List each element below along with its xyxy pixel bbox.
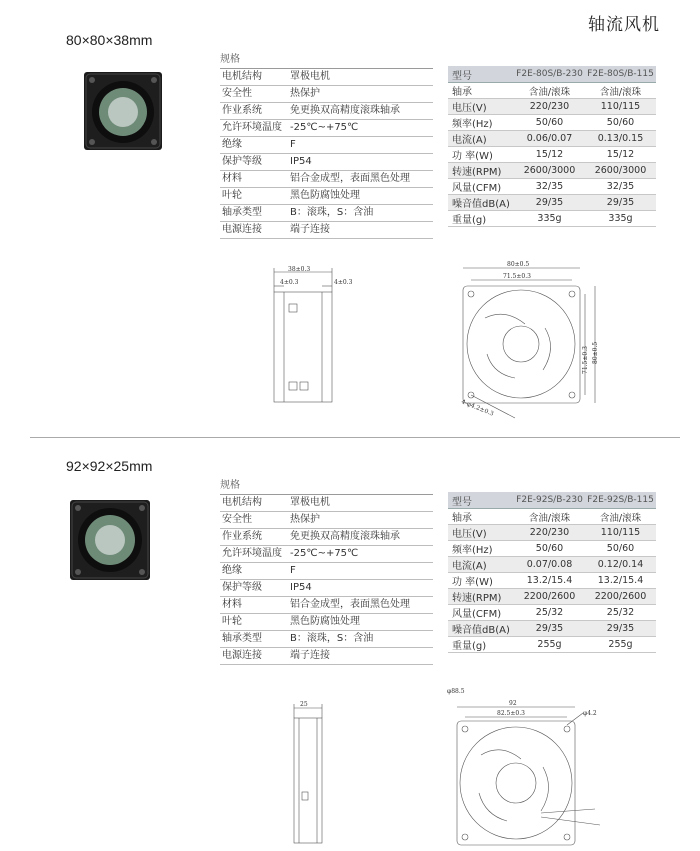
spec-key: 允许环境温度 (222, 122, 282, 133)
table-cell: 含油/滚珠 (585, 83, 656, 99)
spec-value: 罩极电机 (290, 71, 330, 82)
spec-value: 罩极电机 (290, 497, 330, 508)
spec-row (220, 512, 433, 529)
spec-row (220, 614, 433, 631)
spec-value: 铝合金成型，表面黑色处理 (290, 599, 410, 610)
table-cell: 轴承 (448, 509, 514, 525)
spec-value: F (290, 139, 296, 150)
spec-header: 规格 (220, 478, 433, 495)
spec-value: 免更换双高精度滚珠轴承 (290, 531, 400, 542)
side-view-drawing-80 (262, 262, 362, 412)
spec-row (220, 103, 433, 120)
spec-row (220, 120, 433, 137)
table-row (448, 541, 656, 557)
spec-value: 端子连接 (290, 224, 330, 235)
spec-row (220, 631, 433, 648)
spec-key: 轴承类型 (222, 207, 262, 218)
table-cell: 29/35 (585, 195, 656, 211)
table-cell: 0.07/0.08 (514, 557, 585, 573)
spec-value: F (290, 565, 296, 576)
front-view-drawing-80 (445, 258, 605, 428)
table-cell: 0.06/0.07 (514, 131, 585, 147)
table-cell: 220/230 (514, 525, 585, 541)
model-title-80: 80×80×38mm (66, 32, 153, 48)
spec-key: 作业系统 (222, 531, 262, 542)
spec-row (220, 171, 433, 188)
dim-side-right: 4±0.3 (334, 279, 353, 286)
page-title: 轴流风机 (588, 15, 660, 35)
spec-value: 黑色防腐蚀处理 (290, 616, 360, 627)
spec-row (220, 205, 433, 222)
spec-value: 黑色防腐蚀处理 (290, 190, 360, 201)
table-cell: 转速(RPM) (448, 589, 514, 605)
dim-front-v-total: 80±0.5 (592, 341, 599, 364)
table-header-row (448, 492, 656, 509)
spec-row (220, 563, 433, 580)
table-cell: 13.2/15.4 (514, 573, 585, 589)
table-cell: 255g (514, 637, 585, 653)
table-cell: 含油/滚珠 (514, 509, 585, 525)
spec-value: B：滚珠，S：含油 (290, 207, 374, 218)
dim-front-v-hole: 71.5±0.3 (582, 346, 589, 374)
spec-value: IP54 (290, 582, 312, 593)
spec-row (220, 546, 433, 563)
table-cell: 频率(Hz) (448, 115, 514, 131)
spec-value: 免更换双高精度滚珠轴承 (290, 105, 400, 116)
header-cell: F2E-80S/B-115 (585, 66, 656, 83)
spec-key: 允许环境温度 (222, 548, 282, 559)
spec-key: 电机结构 (222, 71, 262, 82)
table-cell: 2200/2600 (585, 589, 656, 605)
header-cell: F2E-92S/B-230 (514, 492, 585, 509)
dim-front-total: 80±0.5 (507, 261, 530, 268)
fan-photo-80 (84, 72, 162, 150)
spec-row (220, 648, 433, 665)
table-cell: 含油/滚珠 (585, 509, 656, 525)
spec-value: B：滚珠，S：含油 (290, 633, 374, 644)
table-cell: 功 率(W) (448, 147, 514, 163)
table-cell: 风量(CFM) (448, 179, 514, 195)
dim-side-left: 4±0.3 (280, 279, 299, 286)
dim-front-hole-dia: 4-φ4.2±0.3 (460, 398, 495, 418)
table-row (448, 589, 656, 605)
spec-value: 铝合金成型，表面黑色处理 (290, 173, 410, 184)
table-row (448, 195, 656, 211)
spec-key: 保护等级 (222, 582, 262, 593)
table-cell: 转速(RPM) (448, 163, 514, 179)
spec-key: 轴承类型 (222, 633, 262, 644)
table-row (448, 621, 656, 637)
spec-value: IP54 (290, 156, 312, 167)
table-cell: 50/60 (585, 115, 656, 131)
table-cell: 重量(g) (448, 211, 514, 227)
table-cell: 2600/3000 (585, 163, 656, 179)
table-cell: 335g (514, 211, 585, 227)
spec-value: 端子连接 (290, 650, 330, 661)
table-cell: 50/60 (514, 541, 585, 557)
spec-value: -25℃~+75℃ (290, 548, 359, 559)
table-cell: 2600/3000 (514, 163, 585, 179)
spec-row (220, 137, 433, 154)
spec-row (220, 529, 433, 546)
performance-table-92 (448, 492, 656, 653)
spec-table-92 (220, 478, 433, 665)
performance-table-80 (448, 66, 656, 227)
dim-side-total: 25 (300, 701, 308, 708)
table-cell: 功 率(W) (448, 573, 514, 589)
table-cell: 电流(A) (448, 131, 514, 147)
table-cell: 电压(V) (448, 99, 514, 115)
header-cell: 型号 (448, 492, 514, 509)
table-row (448, 605, 656, 621)
spec-row (220, 597, 433, 614)
table-row (448, 525, 656, 541)
spec-key: 电源连接 (222, 224, 262, 235)
table-cell: 轴承 (448, 83, 514, 99)
spec-value: -25℃~+75℃ (290, 122, 359, 133)
table-row (448, 99, 656, 115)
table-row (448, 115, 656, 131)
spec-key: 叶轮 (222, 190, 242, 201)
spec-table-80 (220, 52, 433, 239)
table-cell: 噪音值dB(A) (448, 195, 514, 211)
dim-front-hole: 82.5±0.3 (497, 710, 525, 717)
spec-row (220, 495, 433, 512)
model-title-92: 92×92×25mm (66, 458, 153, 474)
table-header-row (448, 66, 656, 83)
table-cell: 频率(Hz) (448, 541, 514, 557)
spec-row (220, 69, 433, 86)
table-cell: 32/35 (585, 179, 656, 195)
table-row (448, 83, 656, 99)
table-cell: 29/35 (585, 621, 656, 637)
spec-key: 材料 (222, 599, 242, 610)
table-cell: 2200/2600 (514, 589, 585, 605)
table-cell: 32/35 (514, 179, 585, 195)
table-cell: 风量(CFM) (448, 605, 514, 621)
section-divider (30, 437, 680, 438)
header-cell: F2E-80S/B-230 (514, 66, 585, 83)
table-cell: 噪音值dB(A) (448, 621, 514, 637)
table-cell: 重量(g) (448, 637, 514, 653)
spec-key: 安全性 (222, 88, 252, 99)
spec-row (220, 86, 433, 103)
table-cell: 0.12/0.14 (585, 557, 656, 573)
table-cell: 15/12 (585, 147, 656, 163)
dim-front-dia: φ88.5 (447, 688, 465, 695)
spec-key: 材料 (222, 173, 242, 184)
table-row (448, 637, 656, 653)
dim-front-hole: 71.5±0.3 (503, 273, 531, 280)
spec-key: 绝缘 (222, 139, 242, 150)
table-row (448, 211, 656, 227)
table-cell: 电流(A) (448, 557, 514, 573)
table-row (448, 557, 656, 573)
spec-row (220, 154, 433, 171)
spec-key: 电机结构 (222, 497, 262, 508)
table-cell: 110/115 (585, 525, 656, 541)
spec-key: 安全性 (222, 514, 252, 525)
table-cell: 110/115 (585, 99, 656, 115)
table-cell: 13.2/15.4 (585, 573, 656, 589)
dim-front-hole-dia: φ4.2 (583, 710, 597, 717)
dim-front-total: 92 (509, 700, 517, 707)
table-cell: 0.13/0.15 (585, 131, 656, 147)
spec-key: 叶轮 (222, 616, 242, 627)
table-cell: 电压(V) (448, 525, 514, 541)
table-row (448, 131, 656, 147)
spec-value: 热保护 (290, 514, 320, 525)
spec-row (220, 222, 433, 239)
table-cell: 25/32 (514, 605, 585, 621)
spec-key: 绝缘 (222, 565, 242, 576)
table-cell: 50/60 (585, 541, 656, 557)
table-row (448, 163, 656, 179)
dim-side-total: 38±0.3 (288, 266, 311, 273)
header-cell: 型号 (448, 66, 514, 83)
fan-photo-92 (70, 500, 150, 580)
table-cell: 29/35 (514, 195, 585, 211)
table-cell: 255g (585, 637, 656, 653)
spec-key: 保护等级 (222, 156, 262, 167)
table-cell: 220/230 (514, 99, 585, 115)
table-cell: 含油/滚珠 (514, 83, 585, 99)
table-cell: 50/60 (514, 115, 585, 131)
side-view-drawing-92 (286, 700, 336, 845)
spec-row (220, 188, 433, 205)
spec-key: 电源连接 (222, 650, 262, 661)
table-row (448, 573, 656, 589)
front-view-drawing-92 (445, 685, 615, 847)
table-cell: 25/32 (585, 605, 656, 621)
table-cell: 15/12 (514, 147, 585, 163)
table-cell: 335g (585, 211, 656, 227)
spec-value: 热保护 (290, 88, 320, 99)
table-row (448, 509, 656, 525)
table-row (448, 147, 656, 163)
spec-header: 规格 (220, 52, 433, 69)
header-cell: F2E-92S/B-115 (585, 492, 656, 509)
spec-key: 作业系统 (222, 105, 262, 116)
table-cell: 29/35 (514, 621, 585, 637)
table-row (448, 179, 656, 195)
spec-row (220, 580, 433, 597)
